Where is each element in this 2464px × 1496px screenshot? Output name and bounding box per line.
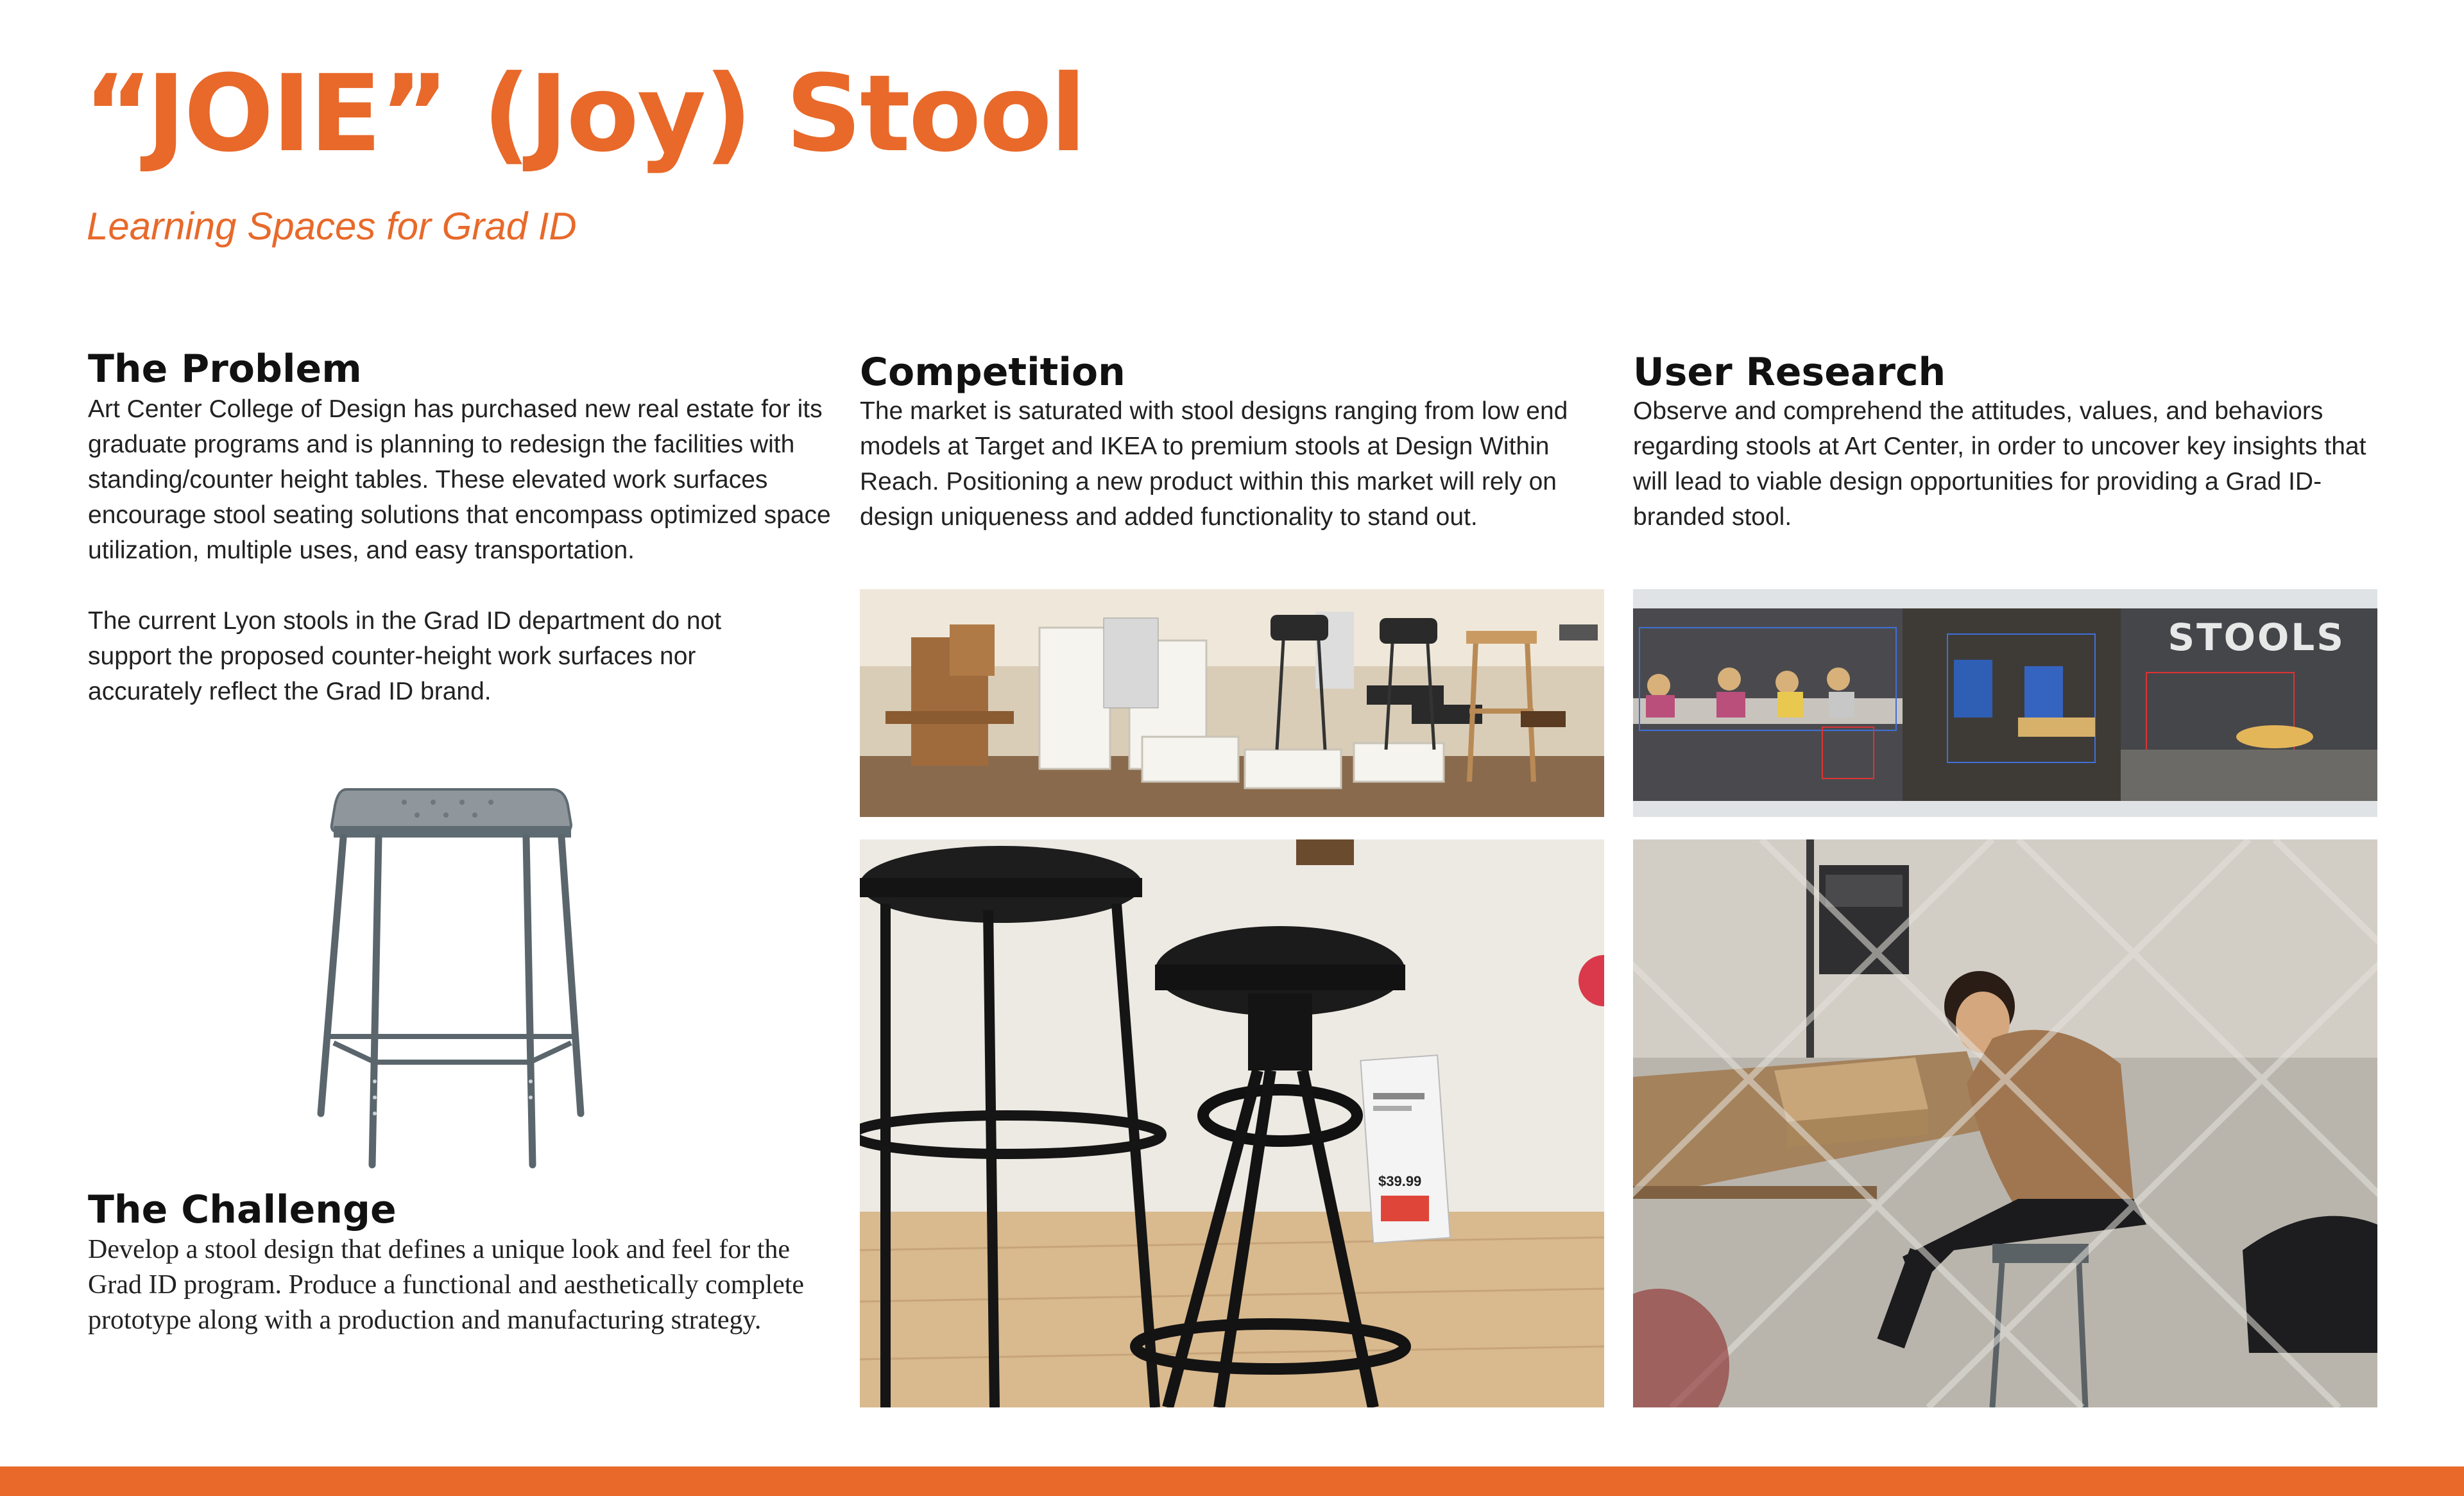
competition-heading: Competition [860, 350, 1125, 395]
store-display-photo [860, 589, 1604, 817]
stools-label: STOOLS [2168, 615, 2345, 659]
page-subtitle: Learning Spaces for Grad ID [87, 205, 577, 248]
problem-paragraph-2: The current Lyon stools in the Grad ID department do not support the proposed counter-height work surfaces nor accurately reflect the Grad ID brand. [88, 607, 722, 705]
observation-photo-strip [1633, 589, 2377, 817]
black-bar-stools-photo [860, 839, 1604, 1407]
bottom-accent-bar [0, 1466, 2464, 1496]
student-workshop-photo [1633, 839, 2377, 1407]
research-text: Observe and comprehend the attitudes, values, and behaviors regarding stools at Art Center, in order to uncover key insights that will lead to viable design opportunities for providing a Grad ID-branded stool. [1633, 397, 2366, 531]
challenge-text: Develop a stool design that defines a unique look and feel for the Grad ID program. Produce a functional and aesthetically complete prototype along with a production and manufacturing strategy. [88, 1235, 805, 1335]
problem-heading: The Problem [88, 347, 362, 391]
lyon-stool-image [308, 780, 597, 1178]
competition-text: The market is saturated with stool designs ranging from low end models at Target and IKEA to premium stools at Design Within Reach. Positioning a new product within this market will rely on design uniqueness and added functionality to stand out. [860, 397, 1568, 531]
research-heading: User Research [1633, 350, 1946, 395]
problem-paragraph-1: Art Center College of Design has purchased new real estate for its graduate programs and is planning to redesign the facilities with standing/counter height tables. These elevated work surfaces encourage stool seating solutions that encompass optimized space utilization, multiple uses, and easy transportation. [88, 395, 831, 564]
price-tag-text: $39.99 [1378, 1173, 1422, 1189]
page-title: “JOIE” (Joy) Stool [83, 52, 1085, 175]
challenge-heading: The Challenge [88, 1187, 397, 1232]
